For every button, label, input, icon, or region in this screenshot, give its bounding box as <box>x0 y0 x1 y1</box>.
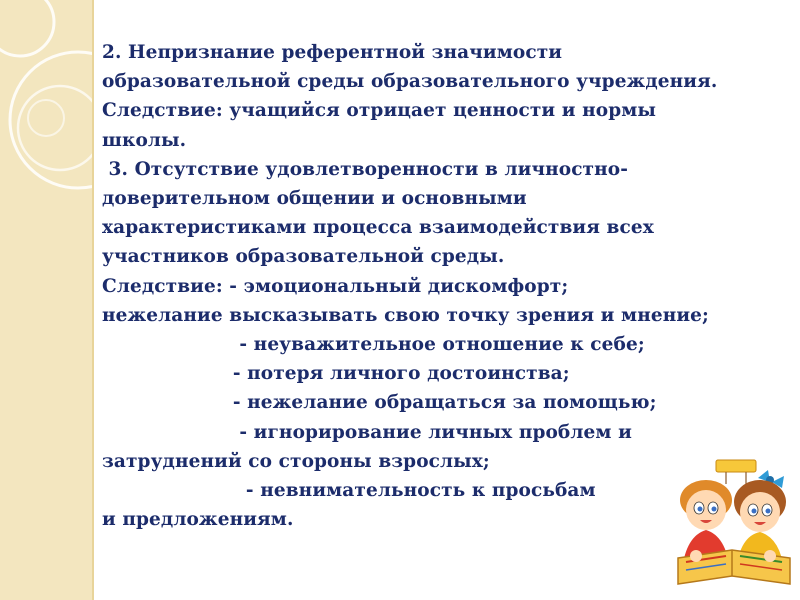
text-line: Следствие: учащийся отрицает ценности и нормы <box>102 100 657 122</box>
text-line: - неуважительное отношение к себе; <box>102 334 645 356</box>
decorative-left-band <box>0 0 92 600</box>
text-line: - нежелание обращаться за помощью; <box>102 392 657 414</box>
text-line: - потеря личного достоинства; <box>102 363 570 385</box>
text-line: характеристиками процесса взаимодействия всех <box>102 217 654 239</box>
text-line: 2. Непризнание референтной значимости <box>102 42 563 63</box>
text-line: школы. <box>102 129 187 151</box>
text-line: затруднений со стороны взрослых; <box>102 450 490 472</box>
band-divider <box>92 0 94 600</box>
text-line: доверительном общении и основными <box>102 188 527 210</box>
text-line: нежелание высказывать свою точку зрения и мнение; <box>102 304 709 326</box>
text-line: образовательной среды образовательного учреждения. <box>102 71 718 93</box>
children-reading-book-icon <box>670 458 798 590</box>
text-line: - игнорирование личных проблем и <box>102 421 632 443</box>
text-line: и предложениям. <box>102 509 294 531</box>
text-line: 3. Отсутствие удовлетворенности в личностно- <box>102 158 628 180</box>
text-line: участников образовательной среды. <box>102 246 505 268</box>
decorative-rings-icon <box>0 0 92 600</box>
text-line: Следствие: - эмоциональный дискомфорт; <box>102 275 569 297</box>
text-line: - невнимательность к просьбам <box>102 480 596 502</box>
